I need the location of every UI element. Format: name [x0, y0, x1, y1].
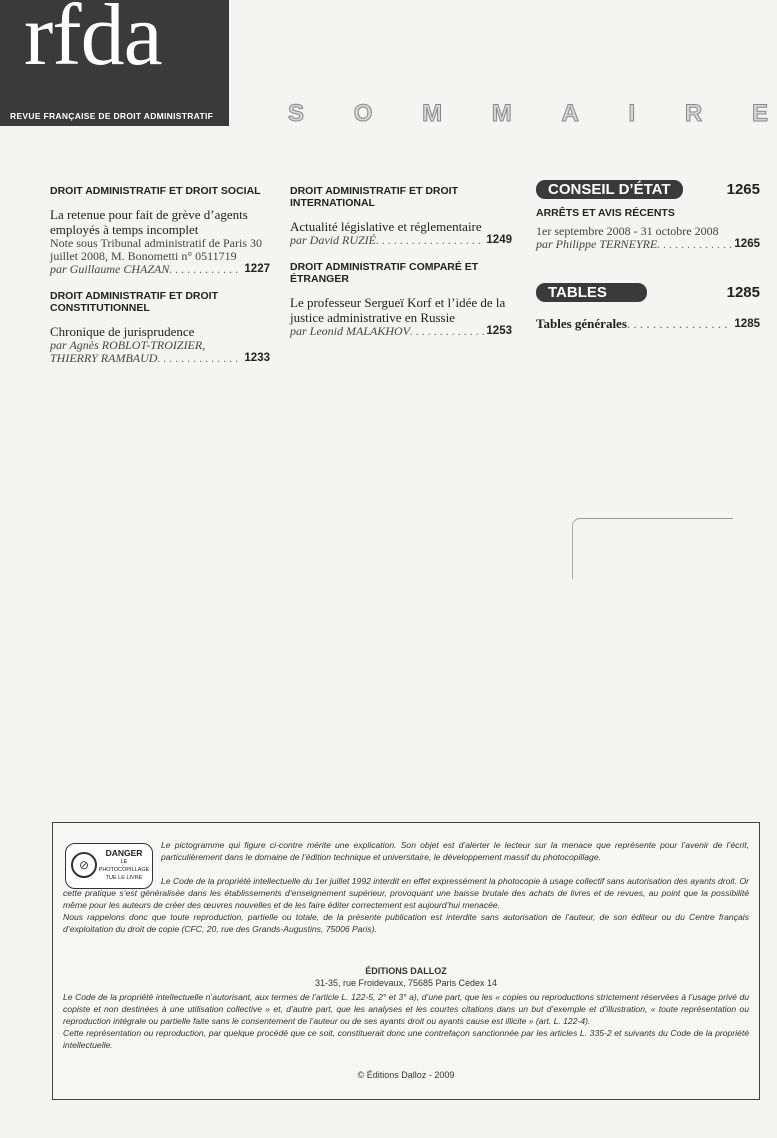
- leader-dots: [376, 234, 484, 247]
- danger-label: DANGER: [105, 848, 143, 858]
- legal-paragraph: Le Code de la propriété intellectuelle n’autorisant, aux termes de l’article L. 122-5, 2° et 3° a), d’une part, que les « copies ou reproductions strictement réservées à l’usage privé du copiste et non destinées à une utilisation collective » et, d’autre part, que les analyses et les courtes citations dans un but d’exemple et d’illustration, « toute représentation ou reproduction intégrale ou partielle faite sans le consentement de l’auteur ou de ses ayants droit ou ayants cause est illicite » (art. L. 122-4).: [63, 992, 749, 1026]
- logo-line: TUE LE LIVRE: [105, 875, 143, 881]
- copyright-line: © Éditions Dalloz - 2009: [357, 1070, 455, 1080]
- leader-dots: [627, 316, 733, 332]
- page-number: 1265: [726, 181, 760, 198]
- legal-paragraph: Le Code de la propriété intellectuelle du 1er juillet 1992 interdit en effet expressément la photocopie à usage collectif sans autorisation des ayants droit. Or cette pratique s’est généralisée dans les établissements d’enseignement supérieur, provoquant une baisse brutale des achats de livres et de revues, au point que la possibilité même pour les auteurs de créer des œuvres nouvelles et de les faire éditer correctement est aujourd’hui menacée.: [63, 876, 749, 910]
- legal-paragraph: Nous rappelons donc que toute reproduction, partielle ou totale, de la présente publication est interdite sans autorisation de l’auteur, de son éditeur ou du Centre français d’exploitation du droit de copie (CFC, 20, rue des Grands-Augustins, 75006 Paris).: [63, 912, 749, 934]
- section-banner: [536, 283, 760, 302]
- article-author: par Leonid MALAKHOV: [290, 324, 410, 338]
- article-title: La retenue pour fait de grève d’agents employés à temps incomplet: [50, 207, 248, 237]
- logo-line: LE: [120, 859, 128, 865]
- sommaire-letter: S: [288, 100, 305, 127]
- section-heading: DROIT ADMINISTRATIF COMPARÉ ET ÉTRANGER: [290, 261, 479, 285]
- toc-column-3: [536, 180, 760, 332]
- article-author: par Philippe TERNEYRE: [536, 237, 658, 251]
- toc-entry[interactable]: [290, 295, 512, 338]
- sommaire-heading: [288, 100, 768, 128]
- article-title: Le professeur Sergueï Korf et l’idée de la justice administrative en Russie: [290, 295, 506, 325]
- sommaire-letter: M: [422, 100, 443, 127]
- page-number: 1265: [734, 238, 760, 250]
- legal-intro: [161, 839, 749, 863]
- leader-dots: [657, 238, 732, 251]
- article-title: Tables générales: [536, 316, 627, 331]
- section-banner: [536, 180, 760, 199]
- legal-paragraph: Cette représentation ou reproduction, par quelque procédé que ce soit, constituerait donc une contrefaçon sanctionnée par les articles L. 335-2 et suivants du Code de la propriété intellectuelle.: [63, 1028, 749, 1050]
- toc-entry[interactable]: [536, 316, 760, 332]
- toc-entry[interactable]: [50, 207, 270, 276]
- legal-body: [63, 875, 749, 935]
- publisher-block: [53, 965, 759, 989]
- legal-paragraph: Le pictogramme qui figure ci-contre mérite une explication. Son objet est d’alerter le lecteur sur la menace que représente pour l’avenir de l’écrit, particulièrement dans le domaine de l’édition technique et universitaire, le développement massif du photocopillage.: [161, 840, 749, 862]
- faint-stamp-mark: [572, 518, 733, 579]
- sommaire-letter: R: [684, 100, 703, 127]
- leader-dots: [169, 263, 242, 276]
- article-author: THIERRY RAMBAUD: [50, 351, 158, 365]
- sommaire-letter: I: [628, 100, 636, 127]
- section-heading: DROIT ADMINISTRATIF ET DROIT SOCIAL: [50, 185, 261, 197]
- sommaire-letter: A: [561, 100, 579, 127]
- article-title: Actualité législative et réglementaire: [290, 219, 482, 234]
- legal-code-text: [63, 991, 749, 1051]
- section-heading: DROIT ADMINISTRATIF ET DROIT CONSTITUTIONNEL: [50, 290, 218, 314]
- leader-dots: [157, 352, 242, 365]
- leader-dots: [410, 325, 484, 338]
- author-line: [290, 325, 512, 338]
- article-note: Note sous Tribunal administratif de Paris 30 juillet 2008, M. Bonometti n° 0511719: [50, 236, 262, 263]
- page-number: 1227: [244, 263, 270, 275]
- article-author: par David RUZIÉ: [290, 233, 376, 247]
- page-number: 1253: [486, 325, 512, 337]
- toc-entry[interactable]: [50, 324, 270, 365]
- author-line: [50, 352, 270, 365]
- legal-notice-box: [52, 822, 760, 1100]
- publisher-name: ÉDITIONS DALLOZ: [365, 966, 447, 976]
- toc-column-1: [50, 185, 270, 379]
- publisher-address: 31-35, rue Froidevaux, 75685 Paris Cedex 14: [314, 978, 498, 988]
- journal-subtitle: REVUE FRANÇAISE DE DROIT ADMINISTRATIF: [10, 111, 214, 121]
- page-number: 1249: [486, 234, 512, 246]
- section-heading: DROIT ADMINISTRATIF ET DROIT INTERNATIONAL: [290, 185, 458, 209]
- article-author: par Guillaume CHAZAN: [50, 262, 170, 276]
- author-line: [50, 263, 270, 276]
- toc-entry[interactable]: [536, 225, 760, 251]
- sommaire-letter: E: [751, 100, 768, 127]
- author-line: [290, 234, 512, 247]
- journal-logo: [0, 0, 229, 126]
- section-pill: CONSEIL D’ÉTAT: [536, 180, 683, 199]
- sommaire-letter: O: [353, 100, 373, 127]
- logo-wordmark: rfda: [24, 0, 162, 84]
- no-copy-icon: ⊘: [71, 852, 97, 878]
- article-title: Chronique de jurisprudence: [50, 324, 195, 339]
- page-number: 1285: [726, 284, 760, 301]
- page-number: 1285: [734, 318, 760, 330]
- page-number: 1233: [244, 352, 270, 364]
- logo-line: PHOTOCOPILLAGE: [98, 867, 150, 873]
- author-line: [536, 238, 760, 251]
- section-heading: ARRÊTS ET AVIS RÉCENTS: [536, 207, 675, 219]
- section-pill: TABLES: [536, 283, 647, 302]
- sommaire-letter: M: [491, 100, 512, 127]
- article-dates: 1er septembre 2008 - 31 octobre 2008: [536, 224, 719, 238]
- article-author: par Agnès ROBLOT-TROIZIER,: [50, 338, 206, 352]
- toc-column-2: [290, 185, 512, 352]
- toc-entry[interactable]: [290, 219, 512, 247]
